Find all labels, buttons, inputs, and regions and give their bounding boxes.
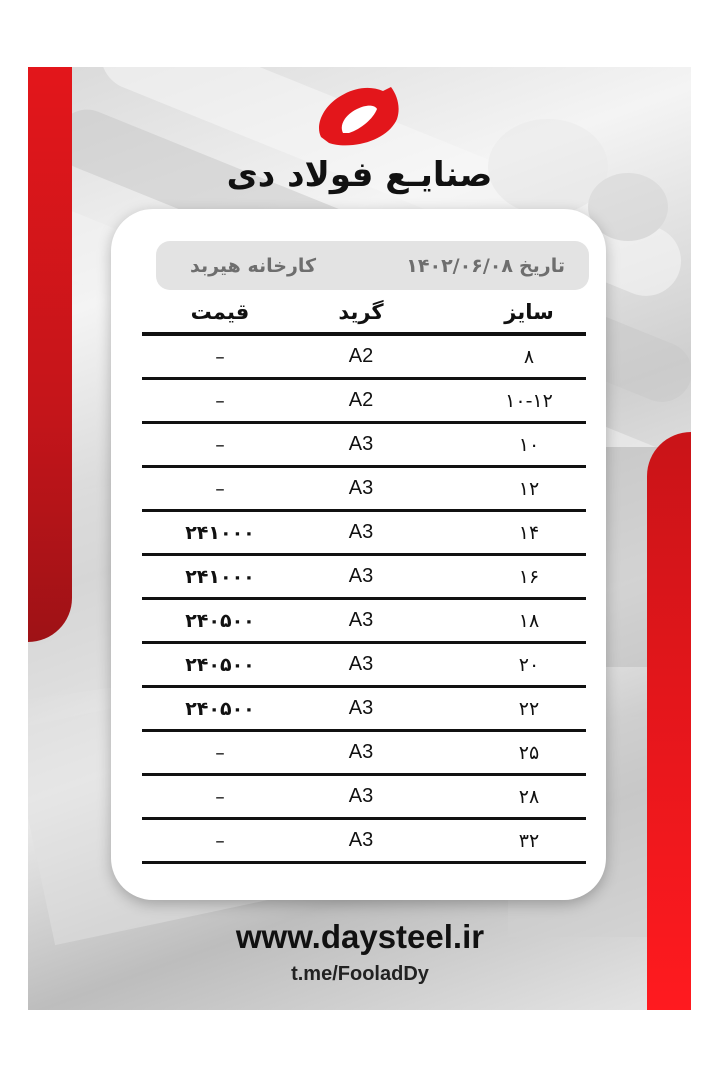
cell-size: ۱۸ [518,609,540,632]
cell-price: ۲۴۰۵۰۰ [185,609,255,632]
table-row [142,732,586,776]
date-label: تاریخ [518,254,565,277]
cell-grade: A3 [348,565,374,587]
brand-logo-icon [313,85,405,147]
cell-grade: A3 [348,477,374,499]
cell-price: – [215,829,225,852]
cell-grade: A2 [348,345,374,367]
cell-size: ۲۵ [518,741,540,764]
price-card [111,209,606,900]
price-table [142,291,586,864]
cell-size: ۱۰-۱۲ [505,389,553,412]
table-row [142,512,586,556]
table-row [142,776,586,820]
website-url[interactable]: www.daysteel.ir [235,918,485,955]
cell-price: ۲۴۰۵۰۰ [185,697,255,720]
cell-grade: A3 [348,785,374,807]
table-column-headers [142,291,586,336]
cell-size: ۲۰ [518,653,540,676]
cell-price: – [215,785,225,808]
cell-grade: A3 [348,697,374,719]
cell-size: ۳۲ [518,829,540,852]
factory-name: کارخانه هیربد [190,254,317,277]
table-row [142,600,586,644]
cell-size: ۱۲ [518,477,540,500]
date-group [406,255,565,277]
cell-size: ۱۶ [518,565,540,588]
table-body [142,336,586,864]
cell-price: – [215,433,225,456]
cell-price: ۲۴۰۵۰۰ [185,653,255,676]
table-row [142,644,586,688]
red-accent-left [28,67,72,642]
brand-name: صنایـع فولاد دی [226,155,493,195]
cell-price: – [215,741,225,764]
cell-grade: A2 [348,389,374,411]
cell-size: ۸ [523,345,535,368]
cell-price: – [215,389,225,412]
cell-size: ۲۲ [518,697,540,720]
red-accent-right [647,432,691,1010]
cell-price: – [215,477,225,500]
table-row [142,688,586,732]
table-row [142,468,586,512]
cell-size: ۲۸ [518,785,540,808]
table-row [142,820,586,864]
table-row [142,556,586,600]
cell-grade: A3 [348,521,374,543]
cell-grade: A3 [348,653,374,675]
table-header-bar [156,241,589,290]
cell-grade: A3 [348,829,374,851]
cell-price: ۲۴۱۰۰۰ [185,521,255,544]
cell-size: ۱۰ [518,433,540,456]
cell-grade: A3 [348,609,374,631]
table-row [142,380,586,424]
cell-price: ۲۴۱۰۰۰ [185,565,255,588]
column-header-grade: گرید [338,299,384,324]
cell-grade: A3 [348,741,374,763]
column-header-price: قیمت [190,299,250,324]
cell-size: ۱۴ [518,521,540,544]
telegram-link[interactable]: t.me/FooladDy [291,963,429,985]
column-header-size: سایز [504,299,554,324]
cell-grade: A3 [348,433,374,455]
table-row [142,336,586,380]
date-value: ۱۴۰۲/۰۶/۰۸ [406,254,513,277]
cell-price: – [215,345,225,368]
table-row [142,424,586,468]
